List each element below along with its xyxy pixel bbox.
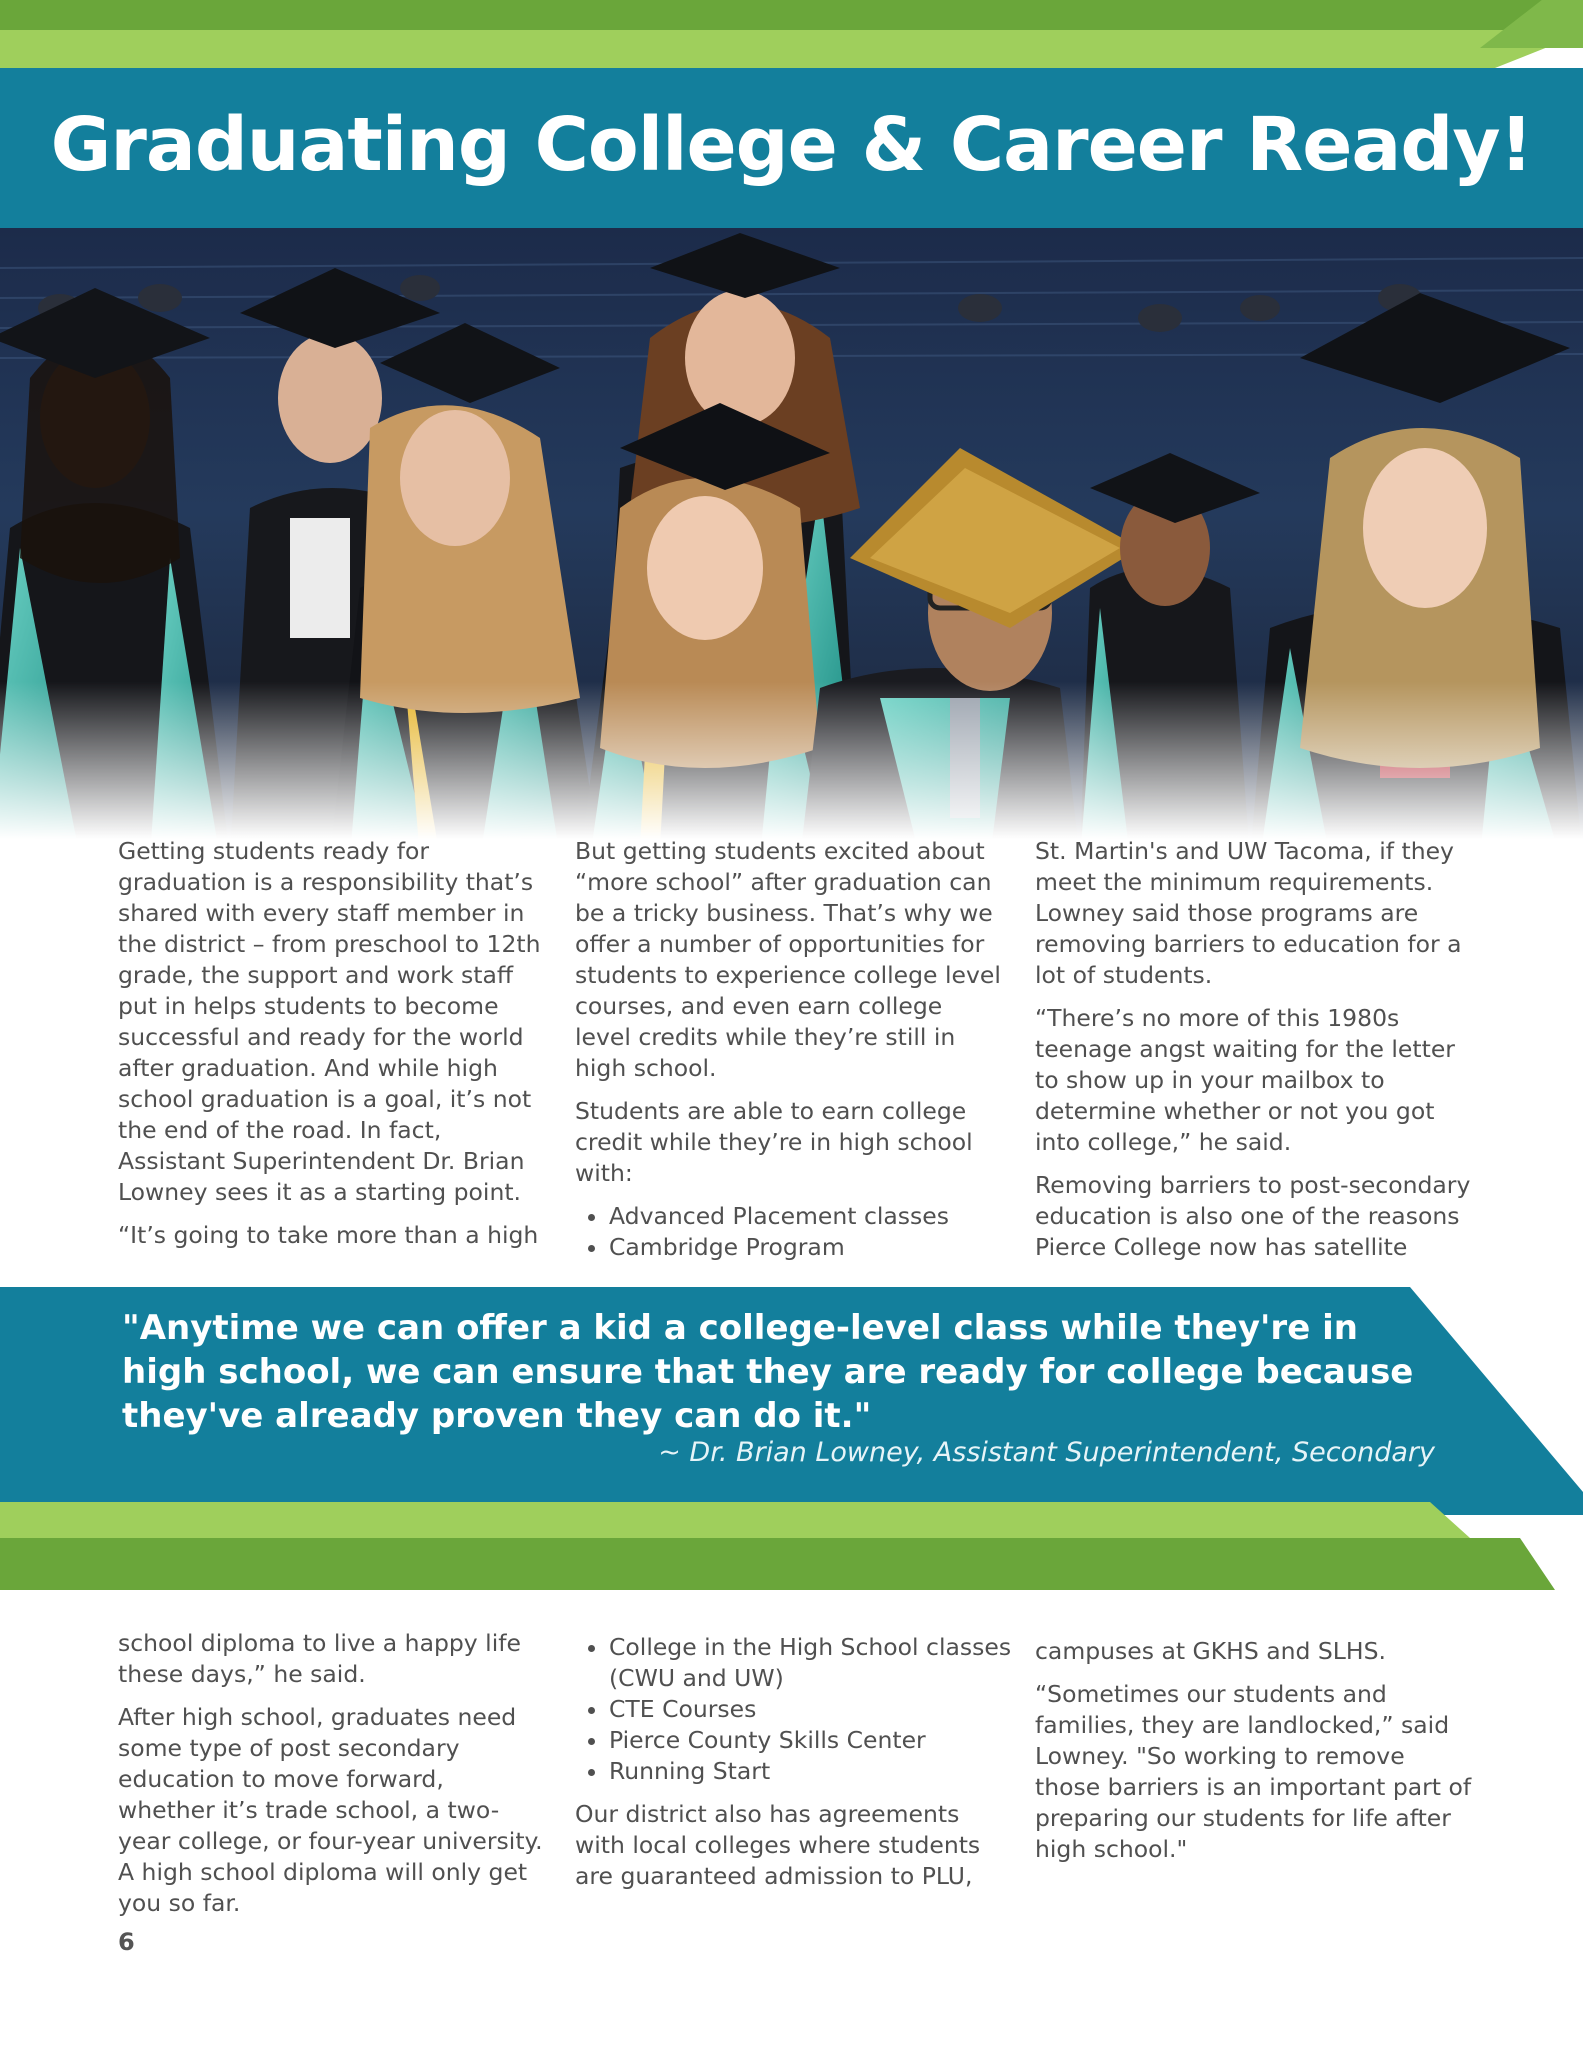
header-stripe-light-green <box>0 30 1583 68</box>
bottom-column-1 <box>118 1628 548 1931</box>
credit-options-list <box>575 1201 1005 1263</box>
credit-options-list-continued <box>575 1632 1015 1787</box>
list-item: • CTE Courses <box>609 1694 1015 1725</box>
page-number: 6 <box>118 1928 135 1956</box>
top-column-3 <box>1035 836 1475 1275</box>
list-item: • Running Start <box>609 1756 1015 1787</box>
paragraph: Our district also has agreements with local colleges where students are guaranteed admission to PLU, <box>575 1800 981 1890</box>
divider-stripe-dark-green <box>0 1538 1583 1590</box>
paragraph: St. Martin's and UW Tacoma, if they meet the minimum requirements. Lowney said those programs are removing barriers to education for a lot of students. <box>1035 837 1462 989</box>
paragraph: Getting students ready for graduation is a responsibility that’s shared with every staff member in the district – from preschool to 12th grade, the support and work staff put in helps students to become successful and ready for the world after graduation. And while high school graduation is a goal, it’s not the end of the road. In fact, Assistant Superintendent Dr. Brian Lowney sees it as a starting point. <box>118 837 541 1206</box>
list-item: • Cambridge Program <box>609 1232 1005 1263</box>
pull-quote: "Anytime we can offer a kid a college-level class while they're in high school, we can ensure that they are ready for college because they've already proven they can do it." <box>122 1308 1414 1436</box>
paragraph: “There’s no more of this 1980s teenage angst waiting for the letter to show up in your mailbox to determine whether or not you got into college,” he said. <box>1035 1004 1455 1156</box>
list-item: • Pierce County Skills Center <box>609 1725 1015 1756</box>
bottom-column-2 <box>575 1632 1015 1904</box>
graduation-photo <box>0 228 1583 858</box>
paragraph: Students are able to earn college credit while they’re in high school with: <box>575 1097 973 1187</box>
paragraph: After high school, graduates need some type of post secondary education to move forward, whether it’s trade school, a two-year college, or four-year university. A high school diploma will only get you so far. <box>118 1703 543 1917</box>
paragraph: campuses at GKHS and SLHS. <box>1035 1637 1386 1665</box>
quote-attribution: ~ Dr. Brian Lowney, Assistant Superintendent, Secondary <box>658 1437 1435 1468</box>
paragraph: “It’s going to take more than a high <box>118 1221 539 1249</box>
paragraph: But getting students excited about “more school” after graduation can be a tricky business. That’s why we offer a number of opportunities for students to experience college level courses, and even earn college level credits while they’re still in high school. <box>575 837 1001 1082</box>
page-title: Graduating College & Career Ready! <box>50 102 1533 188</box>
paragraph: school diploma to live a happy life these days,” he said. <box>118 1629 521 1688</box>
list-item: • College in the High School classes (CWU and UW) <box>609 1632 1015 1694</box>
paragraph: Removing barriers to post-secondary education is also one of the reasons Pierce College now has satellite <box>1035 1171 1471 1261</box>
bottom-column-3 <box>1035 1636 1475 1877</box>
divider-stripe-light-green <box>0 1502 1583 1538</box>
top-column-2 <box>575 836 1005 1275</box>
header-stripe-dark-green <box>0 0 1583 30</box>
top-column-1 <box>118 836 548 1263</box>
paragraph: “Sometimes our students and families, they are landlocked,” said Lowney. "So working to remove those barriers is an important part of preparing our students for life after high school." <box>1035 1680 1472 1863</box>
list-item: • Advanced Placement classes <box>609 1201 1005 1232</box>
